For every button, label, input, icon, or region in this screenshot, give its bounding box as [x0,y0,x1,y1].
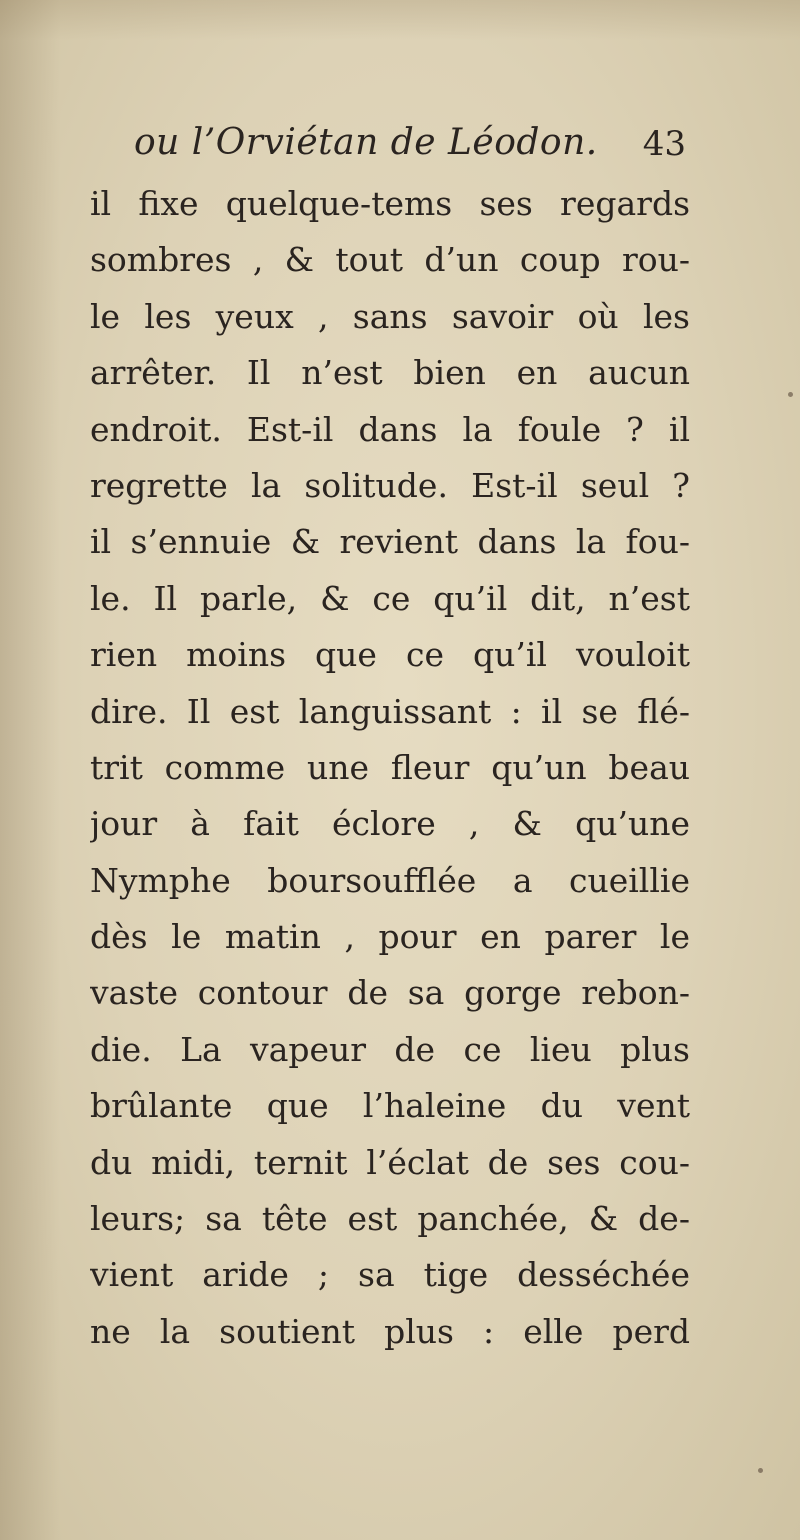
text-line: rien moins que ce qu’il vouloit [90,635,690,675]
text-line: sombres , & tout d’un coup rou- [90,240,690,280]
text-line: brûlante que l’haleine du vent [90,1086,690,1126]
text-line: arrêter. Il n’est bien en aucun [90,353,690,393]
paper-speck [788,392,793,397]
text-line: il fixe quelque-tems ses regards [90,184,690,223]
text-line: vient aride ; sa tige desséchée [90,1255,690,1295]
text-line: du midi, ternit l’éclat de ses cou- [90,1142,690,1182]
page-number: 43 [642,124,686,164]
text-line: vaste contour de sa gorge rebon- [90,973,690,1013]
text-line: ne la soutient plus : elle perd [90,1311,690,1351]
text-line: die. La vapeur de ce lieu plus [90,1029,690,1069]
text-line: trit comme une fleur qu’un beau [90,747,690,787]
text-line: il s’ennuie & revient dans la fou- [90,522,690,562]
top-shade [0,0,800,40]
text-line: Nymphe boursoufflée a cueillie [90,860,690,900]
text-line: endroit. Est-il dans la foule ? il [90,409,690,449]
text-line: dire. Il est languissant : il se flé- [90,691,690,731]
text-line: leurs; sa tête est panchée, & de- [90,1199,690,1239]
text-line: dès le matin , pour en parer le [90,917,690,957]
text-line: jour à fait éclore , & qu’une [90,804,690,844]
spine-shadow [0,0,60,1540]
running-head [90,118,690,178]
running-title: ou l’Orviétan de Léodon. [134,122,598,163]
text-line: le les yeux , sans savoir où les [90,296,690,336]
text-line: regrette la solitude. Est-il seul ? [90,465,690,505]
text-line: le. Il parle, & ce qu’il dit, n’est [90,578,690,618]
paper-speck [758,1468,763,1473]
body-text [90,176,690,1360]
